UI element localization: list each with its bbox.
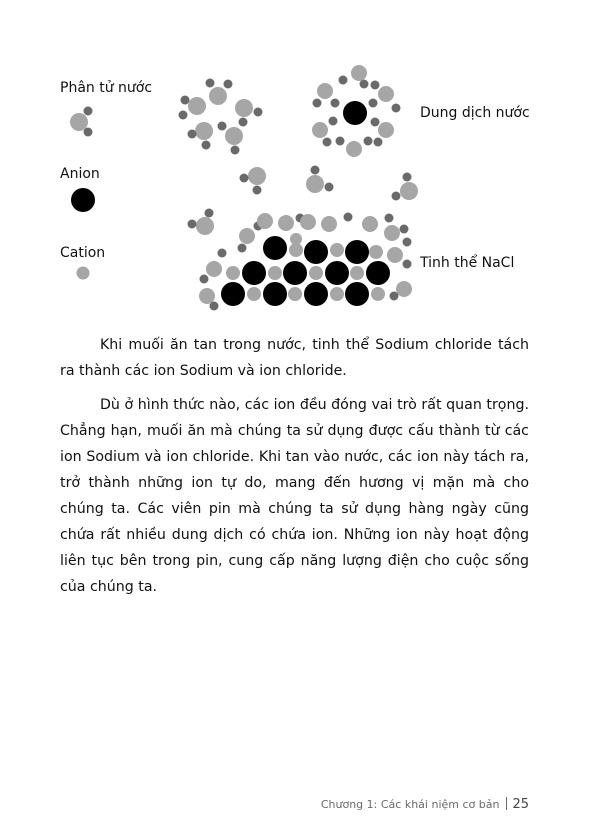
- anion-particle: [221, 282, 245, 306]
- water-hydrogen-particle: [364, 137, 373, 146]
- water-hydrogen-particle: [84, 128, 93, 137]
- water-oxygen-particle: [70, 113, 88, 131]
- body-paragraph-1: [60, 332, 529, 384]
- water-hydrogen-particle: [392, 192, 401, 201]
- page-number: 25: [512, 797, 529, 812]
- water-oxygen-particle: [195, 122, 213, 140]
- cation-particle: [350, 266, 364, 280]
- water-hydrogen-particle: [206, 79, 215, 88]
- anion-particle: [242, 261, 266, 285]
- water-oxygen-particle: [306, 175, 324, 193]
- water-oxygen-particle: [278, 215, 294, 231]
- crystal-label: Tinh thể NaCl: [420, 255, 515, 271]
- water-hydrogen-particle: [371, 118, 380, 127]
- paragraph-2-text: Dù ở hình thức nào, các ion đều đóng vai trò rất quan trọng. Chẳng hạn, muối ăn mà chúng ta sử dụng được cấu thành từ các ion Sodium và ion chloride. Khi tan vào nước, các ion này tách ra, trở thành những ion tự do, mang đến hương vị mặn mà cho chúng ta. Các viên pin mà chúng ta sử dụng hàng ngày cũng chứa rất nhiều dung dịch có chứa ion. Những ion này hoạt động liên tục bên trong pin, cung cấp năng lượng điện cho cuộc sống của chúng ta.: [60, 397, 529, 595]
- water-oxygen-particle: [206, 261, 222, 277]
- legend-cation-icon: [77, 267, 90, 280]
- water-hydrogen-particle: [403, 260, 412, 269]
- water-hydrogen-particle: [188, 130, 197, 139]
- legend-water-molecule-icon: [70, 107, 93, 137]
- anion-particle: [366, 261, 390, 285]
- water-hydrogen-particle: [392, 104, 401, 113]
- cation-particle: [369, 245, 383, 259]
- anion-particle: [263, 236, 287, 260]
- water-hydrogen-particle: [374, 138, 383, 147]
- water-oxygen-particle: [378, 86, 394, 102]
- water-hydrogen-particle: [339, 76, 348, 85]
- water-hydrogen-particle: [311, 166, 320, 175]
- body-paragraph-2: [60, 392, 529, 600]
- water-hydrogen-particle: [323, 138, 332, 147]
- water-hydrogen-particle: [253, 186, 262, 195]
- page-footer: [321, 797, 529, 812]
- water-oxygen-particle: [387, 247, 403, 263]
- water-hydrogen-particle: [181, 96, 190, 105]
- water-oxygen-particle: [351, 65, 367, 81]
- cation-particle: [247, 287, 261, 301]
- water-oxygen-particle: [225, 127, 243, 145]
- anion-particle: [325, 261, 349, 285]
- cation-particle: [226, 266, 240, 280]
- water-oxygen-particle: [384, 225, 400, 241]
- water-hydrogen-particle: [360, 80, 369, 89]
- water-hydrogen-particle: [385, 214, 394, 223]
- nacl-crystal: [199, 213, 412, 311]
- anion-particle: [304, 240, 328, 264]
- cation-particle: [288, 287, 302, 301]
- anion-particle: [304, 282, 328, 306]
- water-oxygen-particle: [209, 87, 227, 105]
- water-hydrogen-particle: [369, 99, 378, 108]
- water-hydrogen-particle: [238, 244, 247, 253]
- water-molecules-cluster: [179, 79, 263, 155]
- water-oxygen-particle: [235, 99, 253, 117]
- water-hydrogen-particle: [239, 118, 248, 127]
- legend-anion-icon: [71, 188, 95, 212]
- water-oxygen-particle: [378, 122, 394, 138]
- water-oxygen-particle: [239, 228, 255, 244]
- cation-particle: [371, 287, 385, 301]
- water-oxygen-particle: [199, 288, 215, 304]
- water-hydrogen-particle: [325, 183, 334, 192]
- cation-particle: [330, 243, 344, 257]
- cation-particle: [309, 266, 323, 280]
- paragraph-1-text: Khi muối ăn tan trong nước, tinh thể Sodium chloride tách ra thành các ion Sodium và ion chloride.: [60, 337, 529, 379]
- water-hydrogen-particle: [205, 209, 214, 218]
- water-hydrogen-particle: [403, 173, 412, 182]
- water-oxygen-particle: [317, 83, 333, 99]
- water-hydrogen-particle: [188, 220, 197, 229]
- water-oxygen-particle: [396, 281, 412, 297]
- water-hydrogen-particle: [218, 122, 227, 131]
- water-hydrogen-particle: [200, 275, 209, 284]
- anion-particle: [283, 261, 307, 285]
- water-hydrogen-particle: [210, 302, 219, 311]
- anion-particle: [345, 282, 369, 306]
- water-hydrogen-particle: [202, 141, 211, 150]
- water-hydrogen-particle: [218, 249, 227, 258]
- water-oxygen-particle: [196, 217, 214, 235]
- legend-anion-label: Anion: [60, 166, 100, 182]
- cation-particle: [290, 233, 302, 245]
- water-hydrogen-particle: [400, 225, 409, 234]
- water-hydrogen-particle: [254, 108, 263, 117]
- cation-particle: [330, 287, 344, 301]
- legend-cation-label: Cation: [60, 245, 106, 261]
- water-hydrogen-particle: [344, 213, 353, 222]
- cation-particle: [289, 243, 303, 257]
- water-oxygen-particle: [188, 97, 206, 115]
- water-hydrogen-particle: [390, 292, 399, 301]
- solution-label: Dung dịch nước: [420, 105, 530, 121]
- water-oxygen-particle: [300, 214, 316, 230]
- water-hydrogen-particle: [331, 99, 340, 108]
- water-oxygen-particle: [257, 213, 273, 229]
- anion-particle: [343, 101, 367, 125]
- chapter-title: Chương 1: Các khái niệm cơ bản: [320, 798, 500, 811]
- water-hydrogen-particle: [84, 107, 93, 116]
- water-hydrogen-particle: [240, 174, 249, 183]
- water-oxygen-particle: [362, 216, 378, 232]
- legend-water-label: Phân tử nước: [60, 80, 153, 96]
- anion-particle: [263, 282, 287, 306]
- water-oxygen-particle: [400, 182, 418, 200]
- water-oxygen-particle: [346, 141, 362, 157]
- water-hydrogen-particle: [336, 137, 345, 146]
- water-hydrogen-particle: [371, 81, 380, 90]
- cation-particle: [268, 266, 282, 280]
- water-hydrogen-particle: [231, 146, 240, 155]
- solution-hydrated-ion: [312, 65, 401, 157]
- water-oxygen-particle: [312, 122, 328, 138]
- water-hydrogen-particle: [179, 111, 188, 120]
- water-oxygen-particle: [321, 216, 337, 232]
- anion-particle: [345, 240, 369, 264]
- water-hydrogen-particle: [313, 99, 322, 108]
- water-hydrogen-particle: [329, 117, 338, 126]
- water-hydrogen-particle: [224, 80, 233, 89]
- water-hydrogen-particle: [403, 238, 412, 247]
- footer-divider: [506, 797, 507, 810]
- water-oxygen-particle: [248, 167, 266, 185]
